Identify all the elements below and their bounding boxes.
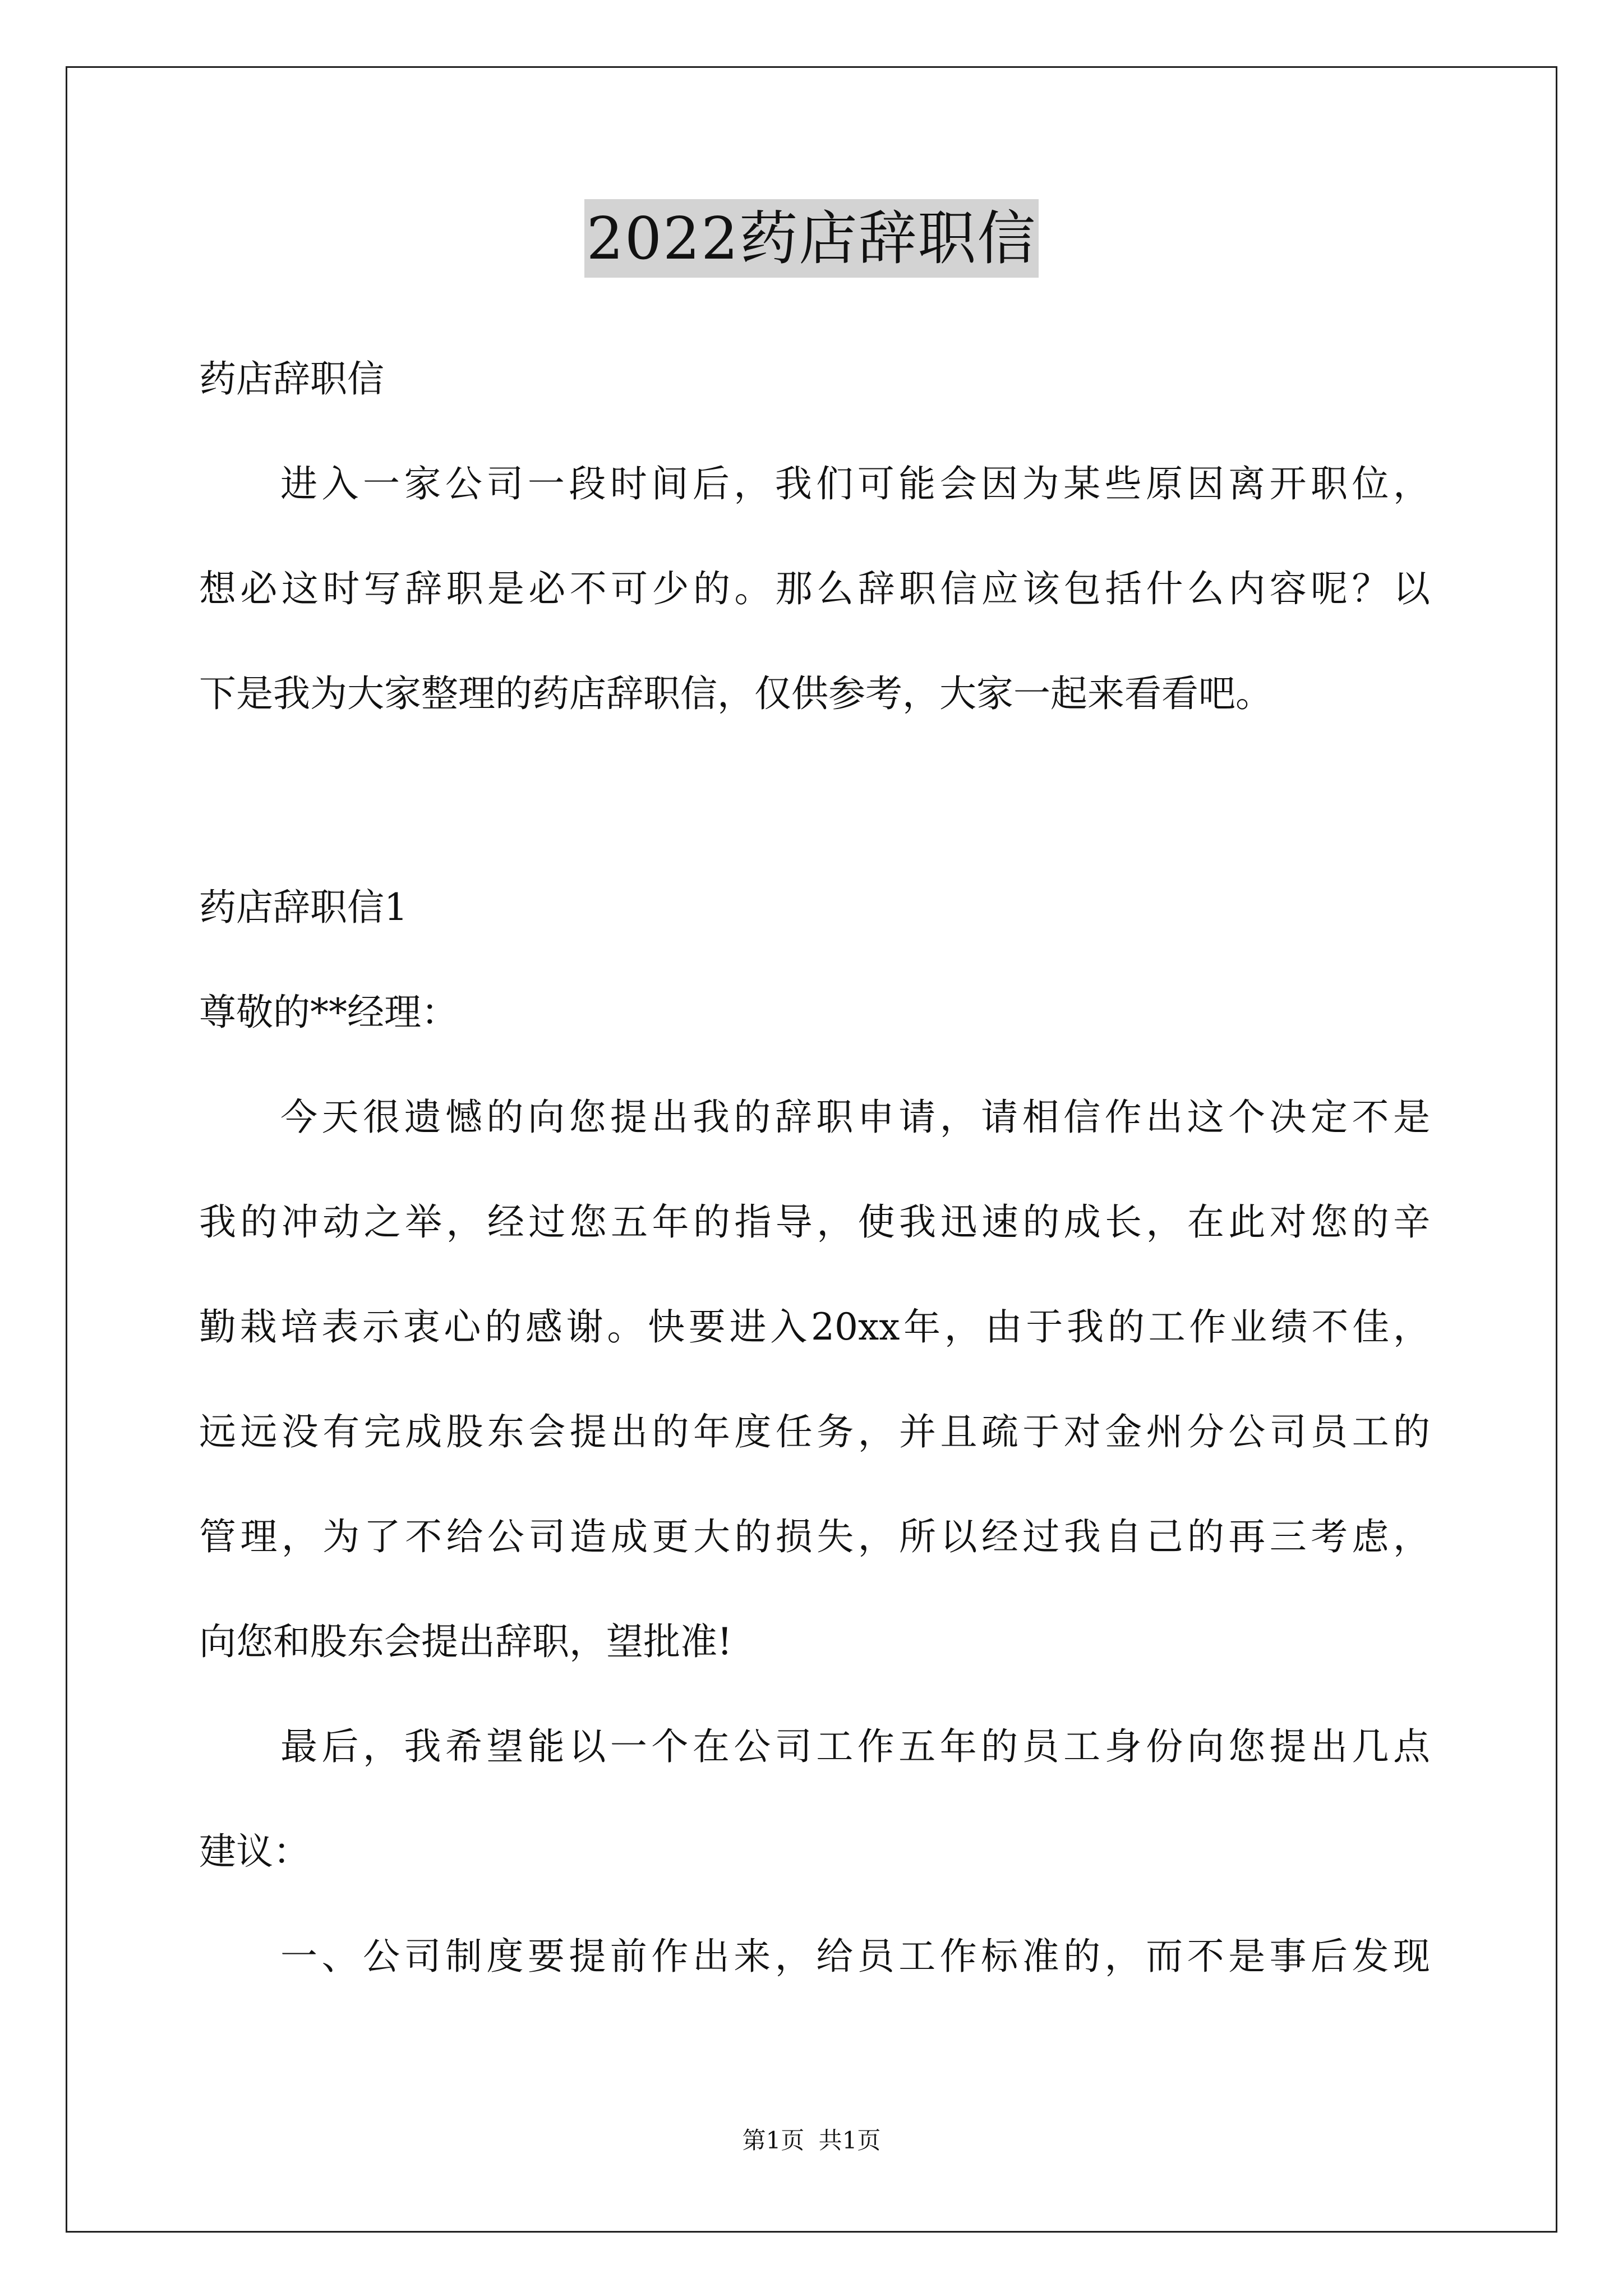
paragraph-line: 进入一家公司一段时间后，我们可能会因为某些原因离开职位， — [280, 462, 1430, 505]
paragraph-line: 勤栽培表示衷心的感谢。快要进入20xx年，由于我的工作业绩不佳， — [199, 1305, 1430, 1349]
page-total: 共1页 — [818, 2127, 881, 2154]
paragraph-line: 远远没有完成股东会提出的年度任务，并且疏于对金州分公司员工的 — [199, 1410, 1430, 1453]
page-footer — [0, 2125, 1623, 2156]
section-heading: 药店辞职信1 — [199, 886, 408, 929]
paragraph-line: 最后，我希望能以一个在公司工作五年的员工身份向您提出几点 — [280, 1725, 1430, 1768]
paragraph-line: 想必这时写辞职是必不可少的。那么辞职信应该包括什么内容呢？以 — [199, 567, 1430, 610]
page-number: 第1页 — [742, 2127, 805, 2154]
paragraph-line: 一、公司制度要提前作出来，给员工作标准的，而不是事后发现 — [280, 1935, 1430, 1978]
paragraph-line: 今天很遗憾的向您提出我的辞职申请，请相信作出这个决定不是 — [280, 1096, 1430, 1139]
document-title: 2022药店辞职信 — [584, 199, 1039, 278]
paragraph-line: 下是我为大家整理的药店辞职信，仅供参考，大家一起来看看吧。 — [199, 672, 1272, 715]
doc-heading: 药店辞职信 — [199, 357, 384, 401]
title-container — [0, 199, 1623, 278]
paragraph-line: 建议： — [199, 1830, 310, 1873]
paragraph-line: 我的冲动之举，经过您五年的指导，使我迅速的成长，在此对您的辛 — [199, 1200, 1430, 1244]
paragraph-line: 管理，为了不给公司造成更大的损失，所以经过我自己的再三考虑， — [199, 1515, 1430, 1558]
salutation: 尊敬的**经理： — [199, 991, 458, 1034]
paragraph-line: 向您和股东会提出辞职，望批准! — [199, 1620, 732, 1663]
